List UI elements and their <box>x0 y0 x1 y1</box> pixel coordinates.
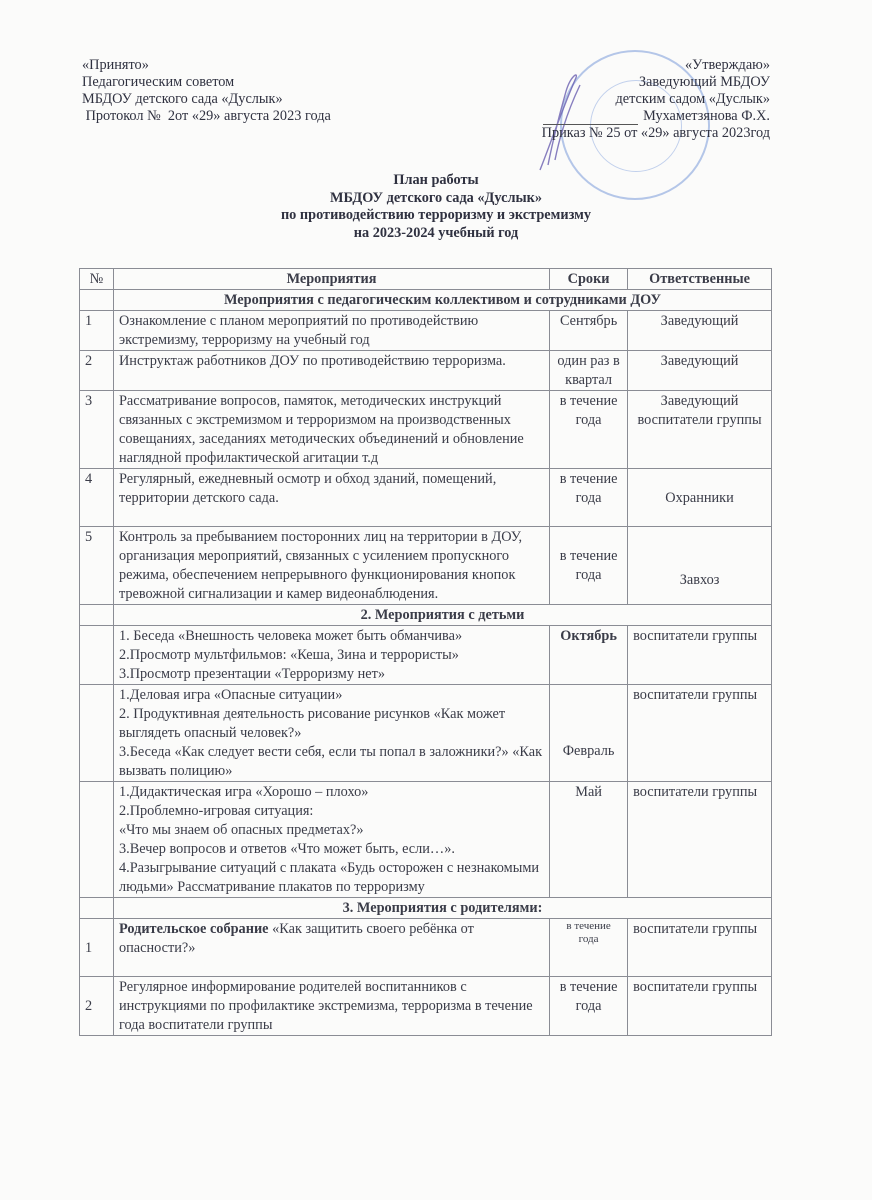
row-responsible: воспитатели группы <box>628 919 772 977</box>
section-row <box>80 898 772 919</box>
activity-line: 1.Деловая игра «Опасные ситуации» <box>118 687 343 703</box>
approved-block <box>82 57 331 125</box>
row-num: 4 <box>80 469 114 527</box>
row-num: 2 <box>80 977 114 1036</box>
approved-line: «Принято» <box>82 57 149 73</box>
section-title: Мероприятия с педагогическим коллективом и сотрудниками ДОУ <box>113 290 771 311</box>
title-line: по противодействию терроризму и экстремизму <box>280 207 592 223</box>
signature-line <box>470 108 770 125</box>
row-responsible: Заведующий воспитатели группы <box>628 391 772 469</box>
row-term: Февраль <box>550 685 628 782</box>
activity-bold: Родительское собрание <box>118 921 269 937</box>
approved-line: МБДОУ детского сада «Дуслык» <box>82 91 283 107</box>
activity-line: 3.Вечер вопросов и ответов «Что может быть, если…». <box>118 841 455 857</box>
activity-text: «Как защитить своего ребёнка от опасности?» <box>118 921 474 956</box>
table-row <box>80 351 772 391</box>
row-term: Октябрь <box>550 626 628 685</box>
signature-underline <box>543 112 638 125</box>
row-term: Май <box>550 782 628 898</box>
row-activity <box>113 782 549 898</box>
confirm-block <box>470 57 770 142</box>
confirm-line: детским садом «Дуслык» <box>615 91 770 107</box>
row-num: 5 <box>80 527 114 605</box>
confirm-line: Заведующий МБДОУ <box>638 74 770 90</box>
row-num: 2 <box>80 351 114 391</box>
title-line: МБДОУ детского сада «Дуслык» <box>329 189 543 206</box>
table-row <box>80 782 772 898</box>
row-responsible: Охранники <box>628 469 772 527</box>
row-term: в течение года <box>550 977 628 1036</box>
activity-line: «Что мы знаем об опасных предметах?» <box>118 822 364 838</box>
activity-line: 3.Просмотр презентации «Терроризму нет» <box>118 666 385 682</box>
row-responsible: Заведующий <box>628 351 772 391</box>
row-activity: Ознакомление с планом мероприятий по противодействию экстремизму, терроризму на учебный год <box>113 311 549 351</box>
table-header-row <box>80 269 772 290</box>
row-responsible: воспитатели группы <box>628 977 772 1036</box>
row-term: в течение года <box>550 527 628 605</box>
document-title <box>0 172 872 242</box>
row-activity: Регулярный, ежедневный осмотр и обход зданий, помещений, территории детского сада. <box>113 469 549 527</box>
table-row <box>80 626 772 685</box>
row-term: Сентябрь <box>550 311 628 351</box>
row-activity <box>113 919 549 977</box>
row-activity <box>113 626 549 685</box>
row-num <box>80 782 114 898</box>
table-row <box>80 977 772 1036</box>
approved-line: Протокол № 2от «29» августа 2023 года <box>82 108 331 124</box>
activity-line: 4.Разыгрывание ситуаций с плаката «Будь осторожен с незнакомыми людьми» Рассматривание плакатов по терроризму <box>118 860 540 895</box>
row-activity <box>113 685 549 782</box>
approved-line: Педагогическим советом <box>82 74 235 90</box>
header-num: № <box>80 269 114 290</box>
row-term: один раз в квартал <box>550 351 628 391</box>
table-row <box>80 469 772 527</box>
activity-line: 1. Беседа «Внешность человека может быть обманчива» <box>118 628 463 644</box>
row-term: в течение года <box>550 391 628 469</box>
header-term: Сроки <box>550 269 628 290</box>
confirm-line: «Утверждаю» <box>684 57 770 73</box>
row-num <box>80 685 114 782</box>
row-num: 1 <box>80 311 114 351</box>
confirm-line: Приказ № 25 от «29» августа 2023год <box>541 125 770 141</box>
activity-line: 3.Беседа «Как следует вести себя, если ты попал в заложники?» «Как вызвать полицию» <box>118 744 543 779</box>
row-num: 1 <box>80 919 114 977</box>
row-activity: Рассматривание вопросов, памяток, методических инструкций связанных с экстремизмом и терроризмом на производственных совещаниях, заседаниях методических объединений и обновление наглядной профилактической агитации т.д <box>113 391 549 469</box>
section-title: 3. Мероприятия с родителями: <box>113 898 771 919</box>
activity-line: 2. Продуктивная деятельность рисование рисунков «Как может выглядеть опасный человек?» <box>118 706 506 741</box>
row-activity: Регулярное информирование родителей воспитанников с инструкциями по профилактике экстремизма, терроризма в течение года воспитатели группы <box>113 977 549 1036</box>
title-line: План работы <box>393 172 479 188</box>
section-row <box>80 290 772 311</box>
row-responsible: Завхоз <box>628 527 772 605</box>
plan-table <box>79 268 772 1036</box>
section-title: 2. Мероприятия с детьми <box>113 605 771 626</box>
table-row <box>80 527 772 605</box>
row-responsible: воспитатели группы <box>628 626 772 685</box>
table-row <box>80 919 772 977</box>
activity-line: 2.Просмотр мультфильмов: «Кеша, Зина и террористы» <box>118 647 459 663</box>
row-responsible: воспитатели группы <box>628 685 772 782</box>
section-row <box>80 605 772 626</box>
table-row <box>80 311 772 351</box>
activity-line: 1.Дидактическая игра «Хорошо – плохо» <box>118 784 369 800</box>
row-term: в течение года <box>550 469 628 527</box>
activity-line: 2.Проблемно-игровая ситуация: <box>118 803 314 819</box>
row-term: в течение года <box>550 919 628 977</box>
table-row <box>80 685 772 782</box>
row-num: 3 <box>80 391 114 469</box>
row-activity: Контроль за пребыванием посторонних лиц на территории в ДОУ, организация мероприятий, связанных с усилением пропускного режима, обеспечением непрерывного функционирования кнопок тревожной сигнализации и камер видеонаблюдения. <box>113 527 549 605</box>
row-responsible: воспитатели группы <box>628 782 772 898</box>
title-line: на 2023-2024 учебный год <box>353 224 519 241</box>
row-num <box>80 626 114 685</box>
header-activity: Мероприятия <box>113 269 549 290</box>
table-row <box>80 391 772 469</box>
row-activity: Инструктаж работников ДОУ по противодействию терроризма. <box>113 351 549 391</box>
row-responsible: Заведующий <box>628 311 772 351</box>
header-responsible: Ответственные <box>628 269 772 290</box>
confirm-line: Мухаметзянова Ф.Х. <box>643 108 770 124</box>
